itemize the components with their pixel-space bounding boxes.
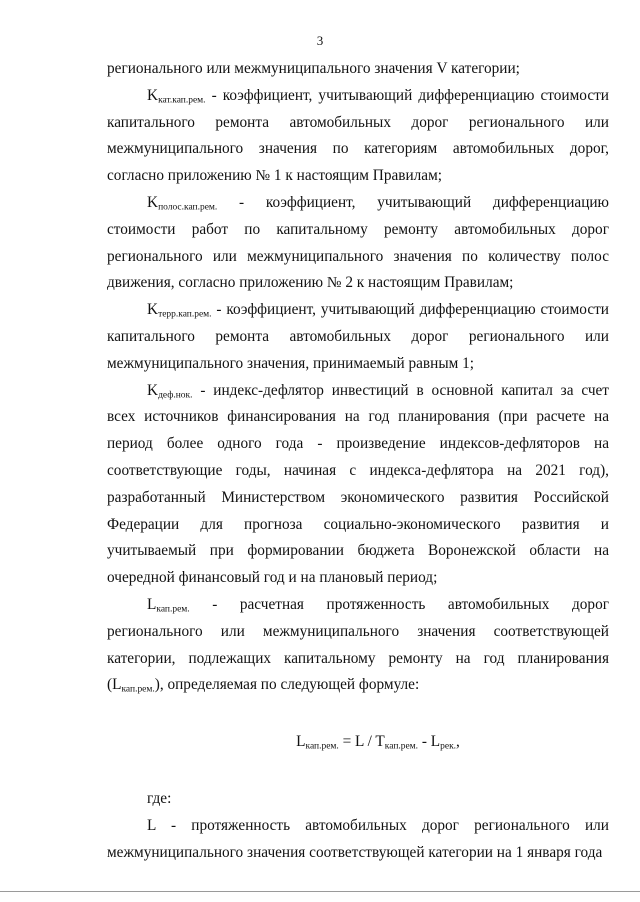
paragraph-k-def — [107, 378, 609, 592]
subscript-kat: кат.кап.рем. — [158, 95, 206, 106]
formula-minus: - L — [418, 733, 441, 751]
document-body — [107, 56, 609, 866]
page-number: 3 — [316, 33, 324, 48]
page-bottom-rule — [0, 891, 640, 892]
formula-t-sub: кап.рем. — [384, 741, 419, 752]
paragraph-k-polos — [107, 190, 609, 297]
formula-l-sub: кап.рем. — [305, 741, 339, 752]
definition-text: - коэффициент, учитывающий дифференциацию стоимости капитального ремонта автомобильных дорог регионального или межмуниципального значения по категориям автомобильных дорог, согласно приложению № 1 к настоящим Правилам; — [107, 86, 609, 185]
paragraph-l-def: L - протяженность автомобильных дорог регионального или межмуниципального значения соответствующей категории на 1 января года — [107, 816, 609, 861]
definition-text-end: ), определяемая по следующей формуле: — [154, 676, 420, 694]
formula-l: L — [296, 733, 306, 751]
formula-end: , — [456, 733, 460, 751]
subscript-kap: кап.рем. — [156, 604, 190, 615]
symbol-k: K — [147, 86, 159, 104]
formula-r-sub: рек. — [440, 741, 457, 752]
definition-text: - коэффициент, учитывающий дифференциацию стоимости капитального ремонта автомобильных дорог регионального или межмуниципального значения, принимаемый равным 1; — [107, 301, 609, 372]
paragraph-category-end: регионального или межмуниципального значения V категории; — [107, 60, 520, 77]
symbol-l: L — [147, 595, 157, 613]
paragraph-k-terr — [107, 297, 609, 377]
symbol-k: K — [147, 381, 159, 399]
paragraph-where: где: — [147, 789, 172, 807]
inline-subscript-kap: кап.рем. — [121, 684, 155, 695]
symbol-k: K — [147, 301, 159, 319]
subscript-def: деф.нок. — [158, 389, 193, 400]
symbol-k: K — [147, 193, 159, 211]
formula-eq: = L / T — [338, 733, 385, 751]
definition-text: - расчетная протяженность автомобильных дорог регионального или межмуниципального значения соответствующей категории, подлежащих капитальному ремонту на год планирования ( — [107, 595, 609, 694]
paragraph-l-kap — [107, 592, 609, 699]
paragraph-k-kat — [107, 83, 609, 190]
definition-text: - коэффициент, учитывающий дифференциацию стоимости работ по капитальному ремонту автомобильных дорог регионального или межмуниципального значения по количеству полос движения, согласно приложению № 2 к настоящим Правилам; — [107, 193, 609, 292]
inline-symbol-l: L — [112, 676, 122, 694]
definition-text: - индекс-дефлятор инвестиций в основной капитал за счет всех источников финансирования на год планирования (при расчете на период более одного года - произведение индексов-дефляторов на соответствующие годы, начиная с индекса-дефлятора на 2021 год), разработанный Министерством экономического развития Российской Федерации для прогноза социально-экономического развития и учитываемый при формировании бюджета Воронежской области на очередной финансовый год и на плановый период; — [107, 381, 609, 587]
subscript-polos: полос.кап.рем. — [158, 202, 218, 213]
formula — [107, 729, 609, 756]
subscript-terr: терр.кап.рем. — [158, 309, 212, 320]
